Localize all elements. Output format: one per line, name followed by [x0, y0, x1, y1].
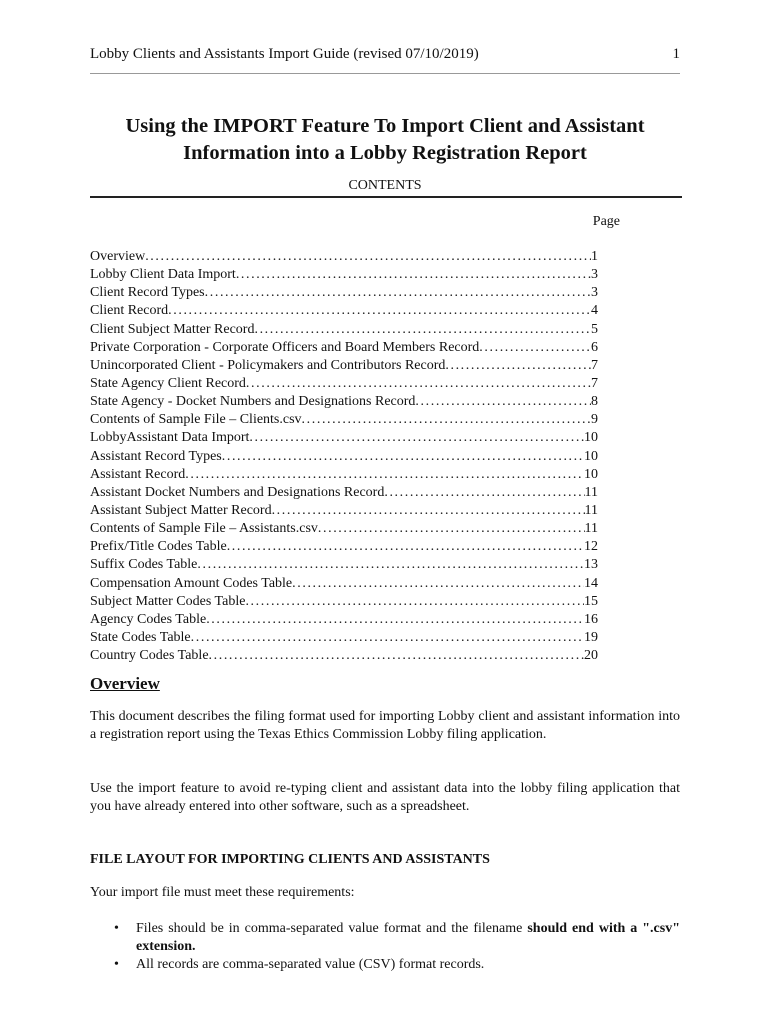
- toc-entry-label: Assistant Record Types: [90, 448, 222, 464]
- toc-dot-leader: [254, 321, 591, 339]
- toc-dot-leader: [245, 593, 584, 611]
- document-title: [90, 113, 680, 167]
- bullet-bold-text: should end with a ".csv" extension.: [136, 921, 680, 955]
- toc-entry-label: State Codes Table: [90, 629, 191, 645]
- toc-entry-label: Private Corporation - Corporate Officers and Board Members Record: [90, 339, 480, 355]
- contents-heading: CONTENTS: [348, 178, 422, 193]
- toc-entry[interactable]: [90, 611, 598, 629]
- toc-dot-leader: [205, 284, 591, 302]
- toc-entry-page: 10: [584, 466, 598, 482]
- toc-entry-label: Unincorporated Client - Policymakers and Contributors Record: [90, 357, 446, 373]
- toc-page-column-label: Page: [592, 214, 620, 229]
- overview-heading: Overview: [90, 674, 160, 693]
- toc-entry-label: Assistant Subject Matter Record: [90, 502, 272, 518]
- toc-entry-label: Overview: [90, 249, 146, 264]
- toc-entry[interactable]: [90, 375, 598, 393]
- toc-entry-label: Suffix Codes Table: [90, 557, 198, 573]
- header-divider: [90, 73, 680, 74]
- toc-entry[interactable]: [90, 556, 598, 574]
- toc-entry-page: 16: [584, 611, 598, 627]
- toc-entry-page: 5: [591, 321, 598, 337]
- toc-entry[interactable]: [90, 302, 598, 320]
- toc-dot-leader: [206, 611, 584, 629]
- toc-entry-page: 19: [584, 629, 598, 645]
- title-line-2: Information into a Lobby Registration Report: [183, 142, 587, 164]
- toc-entry[interactable]: [90, 575, 598, 593]
- toc-entry-label: Subject Matter Codes Table: [90, 593, 246, 609]
- table-of-contents: [90, 248, 598, 665]
- toc-entry[interactable]: [90, 484, 598, 502]
- bullet-text: Files should be in comma-separated value format and the filename: [136, 921, 528, 936]
- toc-entry-label: Contents of Sample File – Assistants.csv: [90, 521, 318, 537]
- toc-entry[interactable]: [90, 411, 598, 429]
- toc-entry[interactable]: [90, 629, 598, 647]
- toc-entry-page: 11: [584, 484, 598, 500]
- title-line-1: Using the IMPORT Feature To Import Client and Assistant: [125, 115, 645, 137]
- list-item: [90, 920, 680, 956]
- file-layout-intro: Your import file must meet these requirements:: [90, 885, 355, 900]
- toc-entry-label: Lobby Client Data Import: [90, 267, 236, 283]
- toc-entry-page: 11: [584, 502, 598, 518]
- toc-entry-page: 11: [584, 521, 598, 537]
- toc-entry-label: LobbyAssistant Data Import: [90, 430, 250, 446]
- contents-divider: [90, 196, 682, 198]
- toc-dot-leader: [222, 448, 584, 466]
- toc-entry-label: Contents of Sample File – Clients.csv: [90, 412, 302, 428]
- list-item: [90, 956, 680, 974]
- toc-dot-leader: [168, 302, 591, 320]
- bullet-text: All records are comma-separated value (CSV) format records.: [136, 957, 485, 973]
- toc-entry-page: 4: [591, 303, 598, 319]
- toc-dot-leader: [272, 502, 585, 520]
- toc-entry-page: 7: [591, 357, 598, 373]
- toc-dot-leader: [318, 520, 585, 538]
- toc-entry-page: 10: [584, 448, 598, 464]
- page-header: [90, 44, 680, 64]
- toc-entry-page: 1: [591, 249, 598, 264]
- toc-entry-page: 12: [584, 539, 598, 555]
- toc-entry[interactable]: [90, 357, 598, 375]
- page-number: 1: [672, 46, 680, 62]
- toc-entry[interactable]: [90, 647, 598, 665]
- toc-entry-label: Assistant Record: [90, 466, 186, 482]
- toc-dot-leader: [445, 357, 591, 375]
- toc-entry-label: Client Record Types: [90, 285, 205, 301]
- toc-entry-page: 3: [591, 285, 598, 301]
- toc-entry-page: 9: [591, 412, 598, 428]
- overview-paragraph-1: This document describes the filing format used for importing Lobby client and assistant information into a registration report using the Texas Ethics Commission Lobby filing application.: [90, 709, 680, 743]
- toc-entry[interactable]: [90, 266, 598, 284]
- toc-dot-leader: [415, 393, 591, 411]
- toc-entry-label: Prefix/Title Codes Table: [90, 539, 227, 555]
- toc-dot-leader: [246, 375, 591, 393]
- toc-entry-page: 7: [591, 375, 598, 391]
- toc-entry-page: 6: [591, 339, 598, 355]
- toc-dot-leader: [185, 466, 584, 484]
- toc-entry-label: Compensation Amount Codes Table: [90, 575, 293, 591]
- toc-entry-page: 20: [584, 648, 598, 664]
- toc-entry[interactable]: [90, 284, 598, 302]
- bullet-icon: •: [114, 921, 119, 936]
- toc-dot-leader: [384, 484, 584, 502]
- toc-dot-leader: [249, 429, 584, 447]
- requirements-list: [90, 920, 680, 975]
- toc-dot-leader: [292, 575, 584, 593]
- toc-entry-page: 8: [591, 394, 598, 410]
- toc-entry[interactable]: [90, 520, 598, 538]
- toc-entry[interactable]: [90, 538, 598, 556]
- toc-entry[interactable]: [90, 593, 598, 611]
- toc-entry-page: 3: [591, 267, 598, 283]
- toc-entry-page: 14: [584, 575, 598, 591]
- toc-dot-leader: [145, 248, 591, 266]
- toc-dot-leader: [302, 411, 591, 429]
- header-title: Lobby Clients and Assistants Import Guide (revised 07/10/2019): [90, 46, 479, 62]
- toc-entry-label: Client Record: [90, 303, 169, 319]
- toc-entry-label: Agency Codes Table: [90, 611, 207, 627]
- toc-entry-label: Assistant Docket Numbers and Designations Record: [90, 484, 385, 500]
- toc-entry[interactable]: [90, 339, 598, 357]
- toc-entry-page: 13: [584, 557, 598, 573]
- toc-entry-page: 15: [584, 593, 598, 609]
- toc-entry-label: State Agency - Docket Numbers and Designations Record: [90, 394, 416, 410]
- toc-entry-label: State Agency Client Record: [90, 375, 246, 391]
- toc-entry[interactable]: [90, 502, 598, 520]
- toc-entry[interactable]: [90, 321, 598, 339]
- file-layout-heading: FILE LAYOUT FOR IMPORTING CLIENTS AND ASSISTANTS: [90, 852, 490, 867]
- toc-entry[interactable]: [90, 448, 598, 466]
- toc-entry[interactable]: [90, 393, 598, 411]
- toc-entry[interactable]: [90, 429, 598, 447]
- toc-dot-leader: [236, 266, 591, 284]
- toc-entry-label: Client Subject Matter Record: [90, 321, 255, 337]
- toc-entry[interactable]: [90, 466, 598, 484]
- toc-dot-leader: [191, 629, 584, 647]
- toc-dot-leader: [227, 538, 584, 556]
- toc-entry-label: Country Codes Table: [90, 648, 209, 664]
- toc-dot-leader: [479, 339, 591, 357]
- toc-dot-leader: [209, 647, 584, 665]
- bullet-icon: •: [114, 957, 119, 973]
- overview-paragraph-2: Use the import feature to avoid re-typing client and assistant data into the lobby filing application that you have already entered into other software, such as a spreadsheet.: [90, 781, 680, 815]
- toc-dot-leader: [197, 556, 584, 574]
- toc-entry-page: 10: [584, 430, 598, 446]
- toc-entry[interactable]: [90, 248, 598, 266]
